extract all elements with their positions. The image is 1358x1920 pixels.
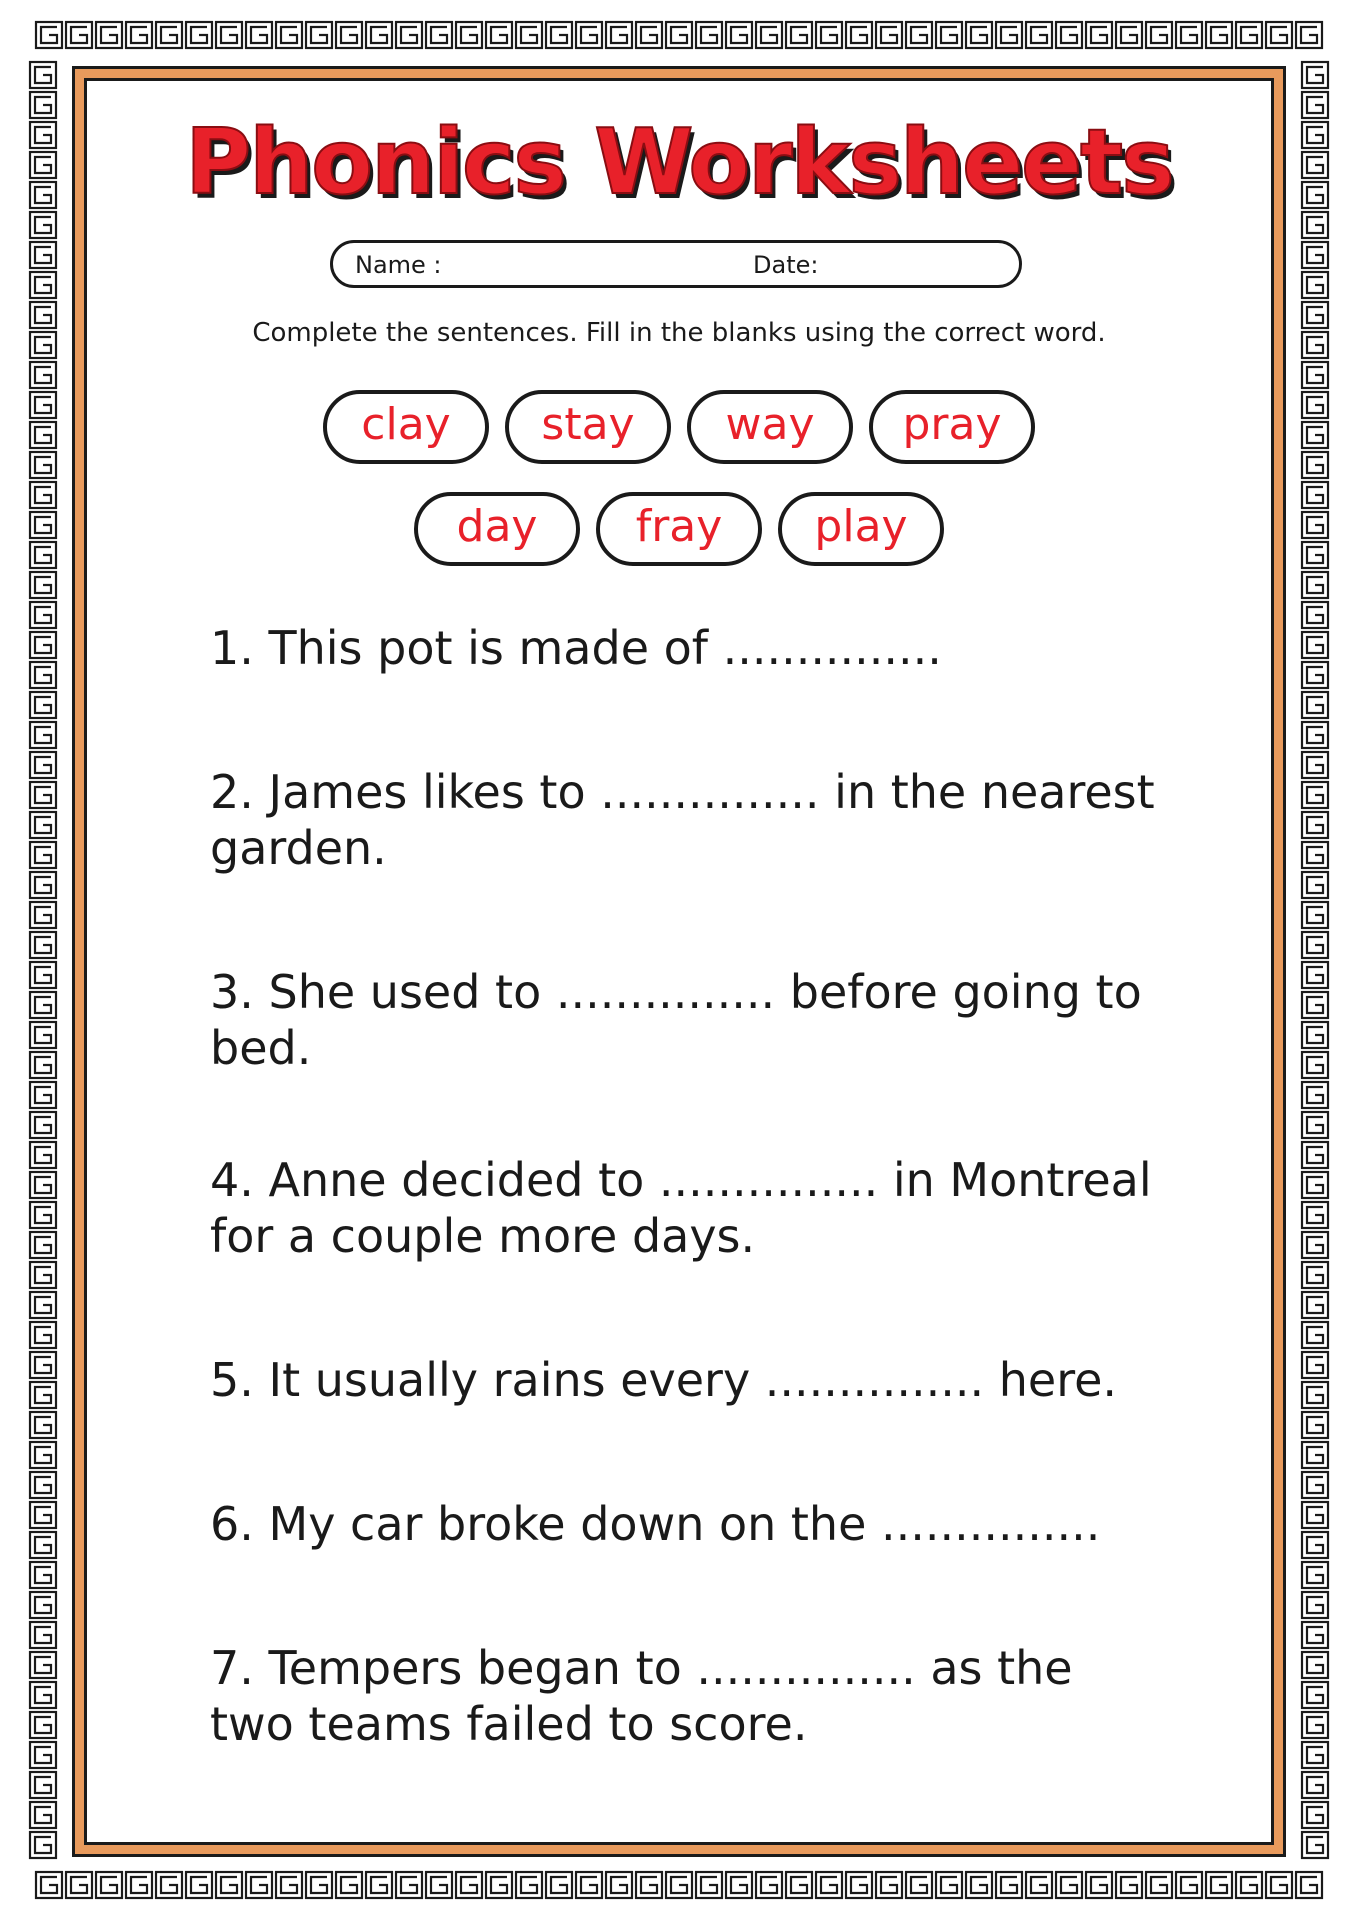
border-tile	[456, 1872, 482, 1898]
border-tile	[1302, 1172, 1328, 1198]
border-tile	[30, 242, 56, 268]
border-tile	[636, 22, 662, 48]
border-tile	[1296, 1872, 1322, 1898]
border-tile	[30, 722, 56, 748]
border-tile	[1116, 1872, 1142, 1898]
border-tile	[216, 1872, 242, 1898]
border-tile	[576, 1872, 602, 1898]
border-tile	[1026, 22, 1052, 48]
border-tile	[30, 1232, 56, 1258]
border-tile	[366, 22, 392, 48]
border-tile	[936, 22, 962, 48]
border-tile	[1302, 932, 1328, 958]
border-tile	[906, 22, 932, 48]
name-date-bar	[330, 240, 1022, 288]
border-tile	[30, 662, 56, 688]
border-tile	[846, 1872, 872, 1898]
border-tile	[1056, 22, 1082, 48]
instructions-text: Complete the sentences. Fill in the blanks using the correct word.	[252, 318, 1106, 348]
border-tile	[876, 1872, 902, 1898]
border-tile	[966, 22, 992, 48]
border-tile	[1236, 1872, 1262, 1898]
border-tile	[1302, 1082, 1328, 1108]
border-tile	[1302, 212, 1328, 238]
border-tile	[456, 22, 482, 48]
border-tile	[996, 22, 1022, 48]
border-tile	[1302, 1142, 1328, 1168]
name-label: Name :	[355, 251, 442, 279]
border-tile	[30, 842, 56, 868]
word-chip: clay	[323, 390, 489, 464]
border-tile	[726, 22, 752, 48]
border-tile	[30, 1382, 56, 1408]
word-chip: stay	[505, 390, 671, 464]
border-tile	[786, 1872, 812, 1898]
border-tile	[30, 1712, 56, 1738]
border-tile	[30, 992, 56, 1018]
border-tile	[1302, 1442, 1328, 1468]
border-tile	[30, 1052, 56, 1078]
border-tile	[30, 1832, 56, 1858]
border-tile	[1302, 62, 1328, 88]
border-tile	[30, 1142, 56, 1168]
border-tile	[36, 22, 62, 48]
border-tile	[1302, 1532, 1328, 1558]
border-tile	[1302, 1112, 1328, 1138]
border-tile	[30, 1652, 56, 1678]
border-tile	[30, 632, 56, 658]
border-tile	[30, 1802, 56, 1828]
border-tile	[306, 1872, 332, 1898]
border-tile	[696, 1872, 722, 1898]
border-tile	[1116, 22, 1142, 48]
border-tile	[30, 1412, 56, 1438]
border-tile	[426, 1872, 452, 1898]
question-item: 2. James likes to ............... in the nearest garden.	[210, 765, 1155, 875]
border-tile	[1086, 22, 1112, 48]
border-tile	[906, 1872, 932, 1898]
border-tile	[1086, 1872, 1112, 1898]
border-tile	[426, 22, 452, 48]
border-tile	[276, 22, 302, 48]
border-tile	[1146, 1872, 1172, 1898]
border-tile	[1266, 1872, 1292, 1898]
border-tile	[30, 1292, 56, 1318]
border-tile	[1302, 1022, 1328, 1048]
border-tile	[30, 1172, 56, 1198]
border-tile	[30, 812, 56, 838]
border-tile	[30, 1562, 56, 1588]
border-tile	[1302, 362, 1328, 388]
border-tile	[30, 1592, 56, 1618]
border-tile	[1302, 1052, 1328, 1078]
border-tile	[36, 1872, 62, 1898]
border-tile	[1302, 962, 1328, 988]
border-tile	[30, 272, 56, 298]
border-tile	[1302, 1742, 1328, 1768]
border-tile	[30, 1352, 56, 1378]
border-tile	[1206, 1872, 1232, 1898]
border-tile	[516, 22, 542, 48]
border-tile	[996, 1872, 1022, 1898]
border-tile	[30, 1112, 56, 1138]
border-tile	[246, 1872, 272, 1898]
border-tile	[606, 22, 632, 48]
border-tile	[186, 22, 212, 48]
border-tile	[1302, 242, 1328, 268]
word-chip: way	[687, 390, 853, 464]
border-tile	[30, 1022, 56, 1048]
border-tile	[1302, 782, 1328, 808]
border-tile	[30, 872, 56, 898]
border-tile	[756, 1872, 782, 1898]
border-tile	[1302, 1322, 1328, 1348]
border-tile	[30, 962, 56, 988]
border-tile	[276, 1872, 302, 1898]
border-tile	[576, 22, 602, 48]
word-chip: pray	[869, 390, 1035, 464]
border-tile	[876, 22, 902, 48]
border-tile	[336, 1872, 362, 1898]
border-tile	[1176, 1872, 1202, 1898]
border-tile	[636, 1872, 662, 1898]
border-tile	[30, 1772, 56, 1798]
border-tile	[1266, 22, 1292, 48]
question-item: 6. My car broke down on the ...............	[210, 1497, 1101, 1551]
border-tile	[1176, 22, 1202, 48]
date-label: Date:	[753, 251, 819, 279]
border-tile	[126, 1872, 152, 1898]
border-tile	[1026, 1872, 1052, 1898]
border-tile	[366, 1872, 392, 1898]
border-tile	[30, 1472, 56, 1498]
border-tile	[30, 572, 56, 598]
border-tile	[756, 22, 782, 48]
border-tile	[336, 22, 362, 48]
border-tile	[96, 1872, 122, 1898]
border-tile	[66, 1872, 92, 1898]
border-tile	[30, 362, 56, 388]
border-tile	[30, 1322, 56, 1348]
border-tile	[1302, 1802, 1328, 1828]
border-tile	[1302, 1352, 1328, 1378]
border-tile	[30, 1262, 56, 1288]
border-tile	[30, 1442, 56, 1468]
border-tile	[156, 1872, 182, 1898]
border-tile	[30, 902, 56, 928]
border-tile	[1302, 872, 1328, 898]
border-tile	[396, 22, 422, 48]
border-tile	[126, 22, 152, 48]
border-tile	[1302, 1622, 1328, 1648]
border-tile	[1302, 602, 1328, 628]
border-tile	[30, 212, 56, 238]
border-tile	[1302, 632, 1328, 658]
border-tile	[306, 22, 332, 48]
border-tile	[216, 22, 242, 48]
border-tile	[30, 692, 56, 718]
border-tile	[966, 1872, 992, 1898]
border-tile	[1146, 22, 1172, 48]
border-tile	[936, 1872, 962, 1898]
border-tile	[30, 602, 56, 628]
border-tile	[846, 22, 872, 48]
question-item: 4. Anne decided to ............... in Montreal for a couple more days.	[210, 1153, 1152, 1263]
border-tile	[1302, 812, 1328, 838]
border-tile	[546, 22, 572, 48]
border-tile	[486, 22, 512, 48]
border-tile	[486, 1872, 512, 1898]
border-tile	[1302, 1592, 1328, 1618]
border-tile	[1302, 1682, 1328, 1708]
border-tile	[30, 1622, 56, 1648]
border-tile	[1302, 1292, 1328, 1318]
border-tile	[30, 1532, 56, 1558]
border-tile	[186, 1872, 212, 1898]
question-item: 7. Tempers began to ............... as the two teams failed to score.	[210, 1641, 1073, 1751]
border-tile	[1302, 902, 1328, 928]
border-tile	[1302, 1202, 1328, 1228]
question-item: 3. She used to ............... before going to bed.	[210, 965, 1142, 1075]
border-tile	[1302, 1232, 1328, 1258]
border-tile	[1302, 1562, 1328, 1588]
border-tile	[726, 1872, 752, 1898]
border-tile	[396, 1872, 422, 1898]
border-tile	[30, 932, 56, 958]
question-item: 1. This pot is made of ...............	[210, 621, 942, 675]
border-tile	[666, 1872, 692, 1898]
border-tile	[30, 752, 56, 778]
border-tile	[1236, 22, 1262, 48]
word-bank-row-2	[0, 492, 1358, 566]
word-chip: fray	[596, 492, 762, 566]
border-tile	[1296, 22, 1322, 48]
border-tile	[1302, 1652, 1328, 1678]
border-tile	[1302, 1472, 1328, 1498]
border-tile	[1302, 992, 1328, 1018]
border-tile	[1302, 572, 1328, 598]
border-tile	[606, 1872, 632, 1898]
border-tile	[1302, 1262, 1328, 1288]
word-bank-row-1	[0, 390, 1358, 464]
border-tile	[156, 22, 182, 48]
border-tile	[66, 22, 92, 48]
border-tile	[1302, 1712, 1328, 1738]
border-tile	[30, 1682, 56, 1708]
border-tile	[96, 22, 122, 48]
border-tile	[1206, 22, 1232, 48]
border-tile	[1302, 722, 1328, 748]
border-tile	[30, 1202, 56, 1228]
border-tile	[696, 22, 722, 48]
border-tile	[246, 22, 272, 48]
border-tile	[666, 22, 692, 48]
border-tile	[30, 1742, 56, 1768]
border-tile	[786, 22, 812, 48]
border-tile	[30, 1082, 56, 1108]
border-tile	[1302, 692, 1328, 718]
border-tile	[30, 62, 56, 88]
border-tile	[1302, 662, 1328, 688]
question-item: 5. It usually rains every ............... here.	[210, 1353, 1118, 1407]
border-tile	[1302, 1832, 1328, 1858]
border-tile	[30, 782, 56, 808]
border-tile	[30, 1502, 56, 1528]
border-tile	[816, 1872, 842, 1898]
border-tile	[1302, 1412, 1328, 1438]
border-tile	[1302, 752, 1328, 778]
border-tile	[516, 1872, 542, 1898]
border-tile	[816, 22, 842, 48]
border-tile	[546, 1872, 572, 1898]
border-tile	[1302, 1502, 1328, 1528]
border-tile	[1302, 272, 1328, 298]
word-chip: play	[778, 492, 944, 566]
word-chip: day	[414, 492, 580, 566]
border-tile	[1056, 1872, 1082, 1898]
border-tile	[1302, 1772, 1328, 1798]
border-tile	[1302, 1382, 1328, 1408]
border-tile	[1302, 842, 1328, 868]
worksheet-title: Phonics Worksheets	[185, 110, 1173, 215]
